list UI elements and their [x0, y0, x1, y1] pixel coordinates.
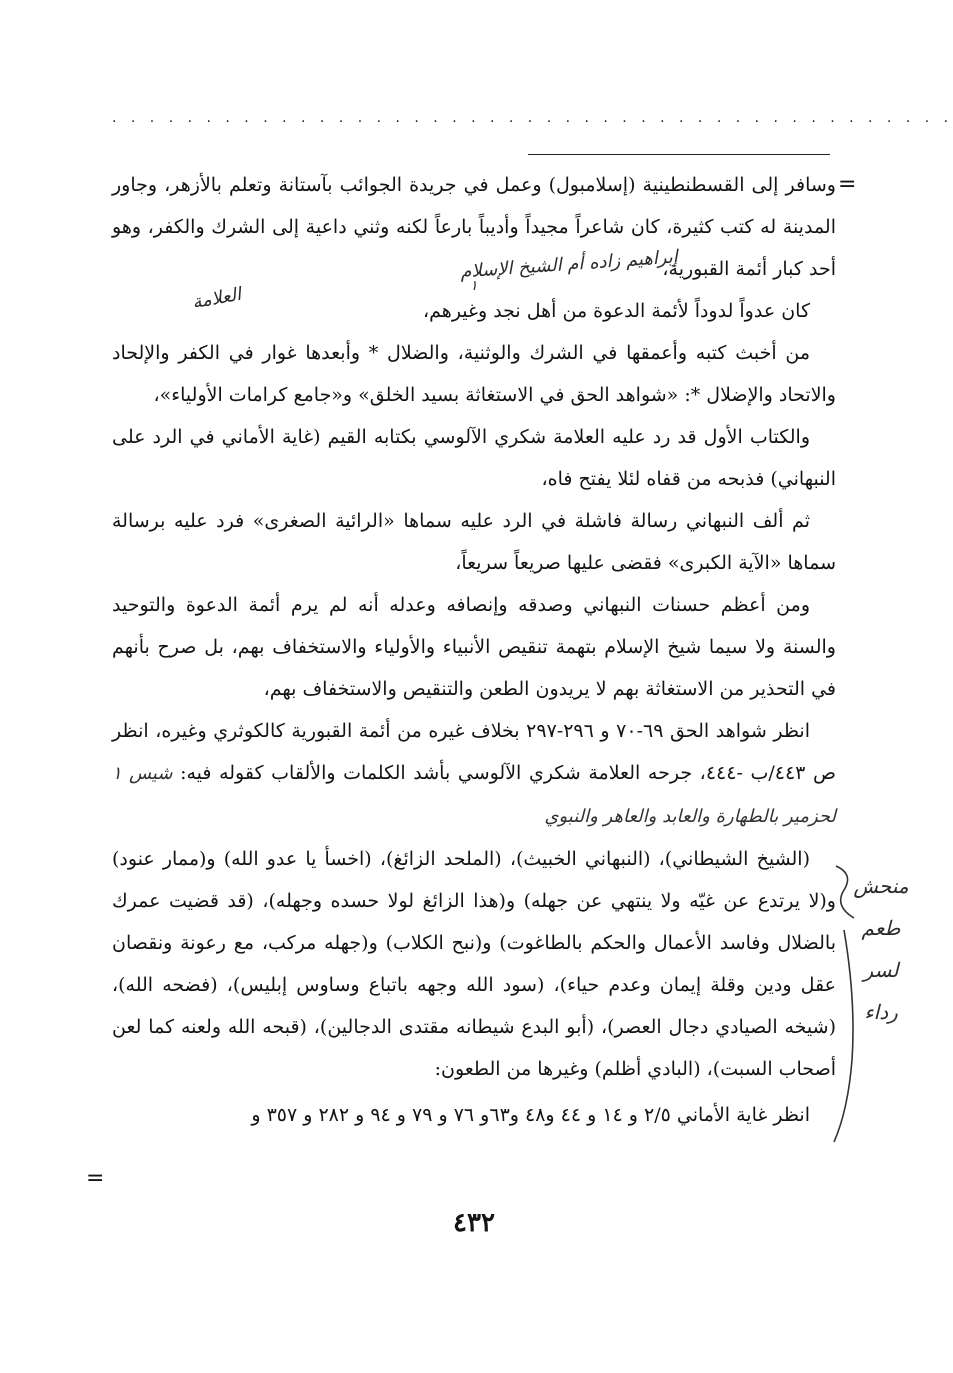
handwritten-margin-note	[850, 865, 912, 1033]
margin-line: طعم	[861, 916, 901, 940]
margin-line: رداء	[864, 1000, 898, 1024]
paragraph: من أخبث كتبه وأعمقها في الشرك والوثنية، والضلال * وأبعدها غوار في الكفر والإلحاد والاتحاد والإضلال *: «شواهد الحق في الاستغاثة بسيد الخلق» و«جامع كرامات الأولياء»،	[112, 342, 836, 406]
continuation-marker-end: =	[86, 1166, 105, 1191]
continuation-marker-start: =	[838, 172, 857, 197]
paragraph: كان عدواً لدوداً لأئمة الدعوة من أهل نجد وغيرهم،	[423, 300, 810, 322]
paragraph: والكتاب الأول قد رد عليه العلامة شكري الآلوسي بكتابه القيم (غاية الأماني في الرد على النبهاني) فذبحه من قفاه لئلا يفتح فاه،	[112, 426, 836, 490]
page-number: ٤٣٢	[453, 1208, 495, 1238]
handwritten-note-top: إبراهيم زاده أم الشيخ الإسلام	[459, 246, 679, 283]
handwritten-inline: شيس ١ لحزمير بالطهارة والعابد والعاهر والنبوي	[112, 763, 836, 827]
paragraph: (الشيخ الشيطاني)، (النبهاني الخبيث)، (الملحد الزائغ)، (اخسأ يا عدو الله) و(ممار عنود) و(لا يرتدع عن غيّه ولا ينتهي عن جهله) و(هذا الزائغ لولا حسده وجهله)، (قد قضيت عمرك بالضلال وفاسد الأعمال والحكم بالطاغوت) و(نبح الكلاب) و(جهله مركب، مع رعونة ونقصان عقل ودين وقلة إيمان وعدم حياء)، (سود الله وجهه باتباع وساوس إبليس)، (فضحه الله)، (شيخه الصيادي دجال العصر)، (أبو البدع شيطانه مقتدى الدجالين)، (قبحه الله ولعنه كما لعن أصحاب السبت)، (البادي أظلم) وغيرها من الطعون:	[112, 848, 836, 1080]
paragraph-text: انظر شواهد الحق ٦٩-٧٠ و ٢٩٦-٢٩٧ بخلاف غيره من أئمة القبورية كالكوثري وغيره، انظر ص ٤٤٣/ب -٤٤٤، جرحه العلامة شكري الآلوسي بأشد الكلمات والألقاب كقوله فيه:	[112, 720, 836, 784]
margin-line: منحش	[853, 874, 909, 898]
margin-line: لسر	[863, 958, 899, 982]
main-text	[112, 164, 836, 1136]
paragraph	[112, 710, 836, 838]
handwritten-note-side: العلامة	[190, 283, 243, 314]
paragraph: انظر غاية الأماني ٢/٥ و ١٤ و ٤٤ و٤٨ و٦٣و ٧٦ و ٧٩ و ٩٤ و ٢٨٢ و ٣٥٧ و	[251, 1104, 810, 1126]
handwritten-mark: ١	[470, 278, 478, 294]
separator-dots: . . . . . . . . . . . . . . . . . . . . . . . . . . . . . . . . . . . . . . . . . . . . .	[112, 110, 953, 126]
paragraph: وسافر إلى القسطنطينية (إسلامبول) وعمل في جريدة الجوائب بآستانة وتعلم بالأزهر، وجاور المدينة له كتب كثيرة، كان شاعراً مجيداً وأديباً بارعاً لكنه وثني داعية إلى الشرك والكفر، وهو أحد كبار أئمة القبورية،	[112, 174, 836, 280]
paragraph: ومن أعظم حسنات النبهاني وصدقه وإنصافه وعدله أنه لم يرم أئمة الدعوة والتوحيد والسنة ولا سيما شيخ الإسلام بتهمة تنقيص الأنبياء والأولياء والاستخفاف بهم، بل صرح بأنهم في التحذير من الاستغاثة بهم لا يريدون الطعن والتنقيص والاستخفاف بهم،	[112, 594, 836, 700]
paragraph: ثم ألف النبهاني رسالة فاشلة في الرد عليه سماها «الرائية الصغرى» فرد عليه برسالة سماها «الآية الكبرى» فقضى عليها صريعاً سريعاً،	[112, 510, 836, 574]
footnote-rule	[528, 154, 830, 155]
